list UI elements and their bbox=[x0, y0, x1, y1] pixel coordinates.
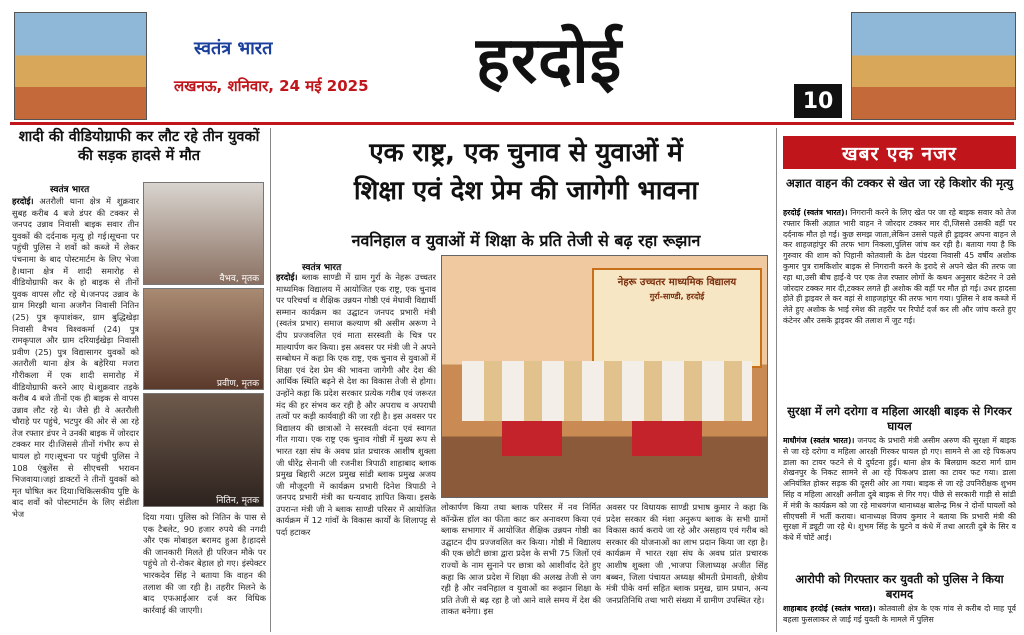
victim-photo-nitin bbox=[143, 393, 264, 507]
main-body-col2: लोकार्पण किया तथा ब्लाक परिसर में नव निर्मित कॉन्फ्रेंस हॉल का फीता काट कर अनावरण किया एवं ब्लाक सभागार में आयोजित शैक्षिक उन्नयन गोष्ठी का उद्घाटन दीप प्रज्जवलित कर किया। गोष्ठी में विद्यालय की एक छोटी छात्रा द्वारा प्रदेश के सभी 75 जिलों एवं राज्यों के नाम सुनाने पर छात्रा को आशीर्वाद देते हुए कहा कि आज प्रदेश में शिक्षा की अलख तेजी से जग रही है और नवनिहाल व युवाओं का रूझान शिक्षा के प्रति तेजी से बढ़ रहा है जो आने वाले समय में देश की ताकत बनेगा। इस bbox=[441, 502, 601, 617]
sidebar-story2-headline: सुरक्षा में लगे दरोगा व महिला आरक्षी बाइक से गिरकर घायल bbox=[787, 404, 1012, 433]
main-body-col1: हरदोई। ब्लाक साण्डी में ग्राम गुर्रा के नेहरू उच्चतर माध्यमिक विद्यालय में आयोजित एक राष्ट्र, एक चुनाव पर परिचर्चा व शैक्षिक उन्नयन गोष्ठी एवं मेधावी विद्यार्थी सम्मान कार्यक्रम का उद्घाटन जनपद प्रभारी मंत्री (स्वतंत्र प्रभार) समाज कल्याण श्री असीम अरूण ने दीप प्रज्जवलित एवं माता सरस्वती के चित्र पर माल्यार्पण कर किया। इस अवसर पर मंत्री जी ने अपने सम्बोधन में कहा कि एक राष्ट्र, एक चुनाव से युवाओं में शिक्षा एवं देश प्रेम की भावना जागेगी और देश की आर्थिक स्थिति बढ़ने से देश का विकास तेजी से होगा। उन्होंने कहा कि प्रदेश सरकार प्रत्येक गरीब एवं जरूरत मंद की हर संभव कर रही है और अपराध व अपराधी तत्वों पर कड़ी कार्यवाही की जा रही है। इस अवसर पर विद्यालय की छात्राओं ने सरस्वती वंदना एवं स्वागत गीत गाया। एक राष्ट्र एक चुनाव गोष्ठी में मुख्य रूप से भारत रक्षा संघ के अवध प्रांत प्रचारक आशीष शुक्ला जी धीरेंद्र सेनानी जी रजनीश त्रिपाठी शाहाबाद ब्लाक प्रमुख बिहारी अटल प्रमुख सांडी ब्लाक प्रमुख अजय जी मौजूदगी में कार्यक्रम प्रभारी दिनेश त्रिपाठी ने जनपद प्रभारी मंत्री का धन्यवाद ज्ञापित किया। इसके उपरान्त मंत्री जी ने ब्लाक साण्डी परिसर में आयोजित कार्यक्रम में 12 गांवों के विकास कार्यों के शिलापट्ट से पर्दा हटाकर bbox=[276, 272, 436, 538]
sidebar-story1-headline: अज्ञात वाहन की टक्कर से खेत जा रहे किशोर की मृत्यु bbox=[785, 176, 1014, 190]
caption-praveen: प्रवीण, मृतक bbox=[216, 379, 259, 389]
masthead-photo-right bbox=[851, 12, 1016, 120]
event-table-right bbox=[632, 416, 702, 456]
event-table-left bbox=[502, 416, 562, 456]
sidebar-story3-headline: आरोपी को गिरफ्तार कर युवती को पुलिस ने किया बरामद bbox=[795, 572, 1004, 601]
event-banner: नेहरू उच्चतर माध्यमिक विद्यालय गुर्रा-साण्डी, हरदोई bbox=[592, 268, 762, 368]
page-title: हरदोई bbox=[476, 24, 623, 98]
masthead-photo-left bbox=[14, 12, 147, 120]
brand-logo: स्वतंत्र भारत bbox=[194, 38, 273, 59]
masthead-divider bbox=[10, 122, 1014, 125]
victim-photo-vaibhav bbox=[143, 182, 264, 285]
left-headline: शादी की वीडियोग्राफी कर लौट रहे तीन युवकों की सड़क हादसे में मौत bbox=[18, 129, 260, 164]
sidebar-story2-body: माधौगंज (स्वतंत्र भारत)। जनपद के प्रभारी मंत्री असीम अरुण की सुरक्षा में बाइक से जा रहे दरोगा व महिला आरक्षी गिरकर घायल हो गए। सामने से आ रहे पिकअप डाला का टायर फटने से ये दुर्घटना हुई। थाना क्षेत्र के बिलग्राम कटरा मार्ग ग्राम शेखनपुर के निकट सामने से आ रहे पिकअप डाला का टायर फट गया। डाला अनियंत्रित होकर सड़क की दूसरी ओर आ गया। बाइक से जा रहे उपनिरीक्षक शुभम सिंह व महिला आरक्षी अनीता दुबे बाइक से गिर गए। पीछे से सरकारी गाड़ी से सांडी में मंत्री के कार्यक्रम को जा रहे माधवगंज थानाध्यक्ष बालेन्द्र मिश्र ने दोनों घायलों को सीएचसी में भर्ती कराया। थानाध्यक्ष विजय कुमार ने बताया कि प्रभारी मंत्री की सुरक्षा में ड्यूटी जा रहे थे। शुभम सिंह के घुटने व कंधे में तथा आरती दुबे के सिर व कंधे में चोटें आई। bbox=[783, 436, 1016, 543]
sidebar-story1-body: हरदोई (स्वतंत्र भारत)। निगरानी करने के लिए खेत पर जा रहे बाइक सवार को तेज रफ्तार किसी अज्ञात भारी वाहन ने जोरदार टक्कर मार दी,जिससे उसकी वहीं पर दर्दनाक मौत हो गई। कुछ समझ जाता,लेकिन उससे पहले ही ड्राइवर अपना वाहन ले कर शाहजहांपुर की तरफ भाग निकला,पुलिस जांच कर रही है। बताया गया है कि गुरुवार की शाम को पिहानी कोतवाली के ढेल पंडरवा निवासी 45 वर्षीय अशोक कुमार पुत्र रामकिशोर बाइक से निगरानी करने के इरादे से अपने खेत की तरफ जा रहा था,उसी बीच हाई-वे पर एक तेज रफ्तार लोगों के कथन अनुसार कंटेनर ने उसे जोरदार टक्कर मार दी,टक्कर लगते ही अशोक की वहीं पर मौत हो गई। उधर हादसा होते ही ड्राइवर ले कर वहां से शाहजहांपुर की तरफ भाग गया। पुलिस ने शव कब्जे में लेते हुए अशोक के भाई रमेश की तहरीर पर रिपोर्ट दर्ज कर ली और जांच करते हुए कंटेनर और उसके ड्राइवर की तलाश में जुट गई। bbox=[783, 208, 1016, 325]
main-headline-line2: शिक्षा एवं देश प्रेम की जागेगी भावना bbox=[353, 176, 699, 206]
column-divider bbox=[270, 128, 271, 632]
left-byline: स्वतंत्र भारत bbox=[50, 185, 90, 195]
event-guests bbox=[462, 361, 752, 421]
column-divider bbox=[776, 128, 777, 632]
main-body-col3: अवसर पर विधायक साण्डी प्रभाष कुमार ने कहा कि प्रदेश सरकार की मंशा अनुरूप ब्लाक के सभी ग्रामों विकास कार्य कराये जा रहे और असहाय एवं गरीब को सरकार की योजनाओं का लाभ प्रदान किया जा रहा है। कार्यक्रम में भारत रक्षा संघ के अवध प्रांत प्रचारक आशीष शुक्ला जी ,भाजपा जिलाध्यक्ष अजीत सिंह बब्बन, जिला पंचायत अध्यक्ष श्रीमती प्रेमावती, क्षेत्रीय मंत्री पीके वर्मा सहित ब्लाक प्रमुख, ग्राम प्रधान, अन्य जनप्रतिनिधि तथा भारी संख्या में ग्रामीण उपस्थित रहे। bbox=[606, 502, 768, 605]
main-byline: स्वतंत्र भारत bbox=[302, 263, 342, 273]
left-body-col1: हरदोई। अतरौली थाना क्षेत्र में शुक्रवार सुबह करीब 4 बजे डंपर की टक्कर से जनपद उन्नाव निवासी बाइक सवार तीन युवकों की दर्दनाक मृत्यु हो गई।सूचना पर पहुंची पुलिस ने शवों को कब्जे में लेकर पंचनामा के बाद पोस्टमार्टम के लिए भेजा है।थाना क्षेत्र में शादी समारोह से वीडियोग्राफी कर के हो बाइक से तीनों युवक वापस लौट रहे थे।जनपद उन्नाव के ग्राम मिरझी थाना अजगैन निवासी नितिन (25) पुत्र कृपाशंकर, ग्राम बुद्धिखेड़ा निवासी वैभव विश्वकर्मा (24) पुत्र रामकृपाल और ग्राम दरियाईखेड़ा निवासी प्रवीण (25) पुत्र विद्यासागर युवकों को अतरौली थाना क्षेत्र के बहेरिया मजरा गौरीकला में एक शादी समारोह में वीडियोग्राफी करने आए थे।शुक्रवार तड़के करीब 4 बजे तीनों एक ही बाइक से वापस उन्नाव लौट रहे थे। जैसे ही वे अतरौली चौराहे पर पहुंचे, भटपुर की ओर से आ रहे तेज रफ्तार डंपर ने उनकी बाइक में जोरदार टक्कर मार दी।जिससे तीनों गंभीर रूप से घायल हो गए।सूचना पर पहुंची पुलिस ने 108 एंबुलेंस से सीएचसी भरावन भिजवाया।जहां डाक्टरों ने तीनों युवकों को मृत घोषित कर दिया।चिकित्सकीय पुष्टि के बाद शवों को पोस्टमार्टम के लिए संडीला भेज bbox=[12, 196, 139, 520]
sidebar-story3-body: शाहाबाद हरदोई (स्वतंत्र भारत)। कोतवाली क्षेत्र के एक गांव से करीब दो माह पूर्व बहला फुसलाकर ले जाई गई युवती के मामले में पुलिस bbox=[783, 604, 1016, 624]
caption-vaibhav: वैभव, मृतक bbox=[219, 274, 259, 284]
event-photo bbox=[441, 255, 768, 498]
dateline: लखनऊ, शनिवार, 24 मई 2025 bbox=[174, 77, 369, 95]
left-body-col2: दिया गया। पुलिस को नितिन के पास से एक टैबलेट, 90 हजार रुपये की नगदी और एक मोबाइल बरामद हुआ है।हादसे की जानकारी मिलते ही परिजन मौके पर पहुंचे तो रो-रोकर बेहाल हो गए। इंस्पेक्टर भारकदेव सिंह ने बताया कि वाहन की तलाश की जा रही है। तहरीर मिलने के बाद एफआईआर दर्ज कर विधिक कार्रवाई की जाएगी। bbox=[143, 512, 266, 615]
main-headline-line1: एक राष्ट्र, एक चुनाव से युवाओं में bbox=[369, 138, 683, 168]
sidebar-banner: खबर एक नजर bbox=[783, 136, 1016, 169]
main-subhead: नवनिहाल व युवाओं में शिक्षा के प्रति तेजी से बढ़ रहा रूझान bbox=[351, 231, 701, 250]
page-number: 10 bbox=[794, 84, 842, 118]
victim-photo-praveen bbox=[143, 288, 264, 390]
caption-nitin: नितिन, मृतक bbox=[216, 496, 259, 506]
